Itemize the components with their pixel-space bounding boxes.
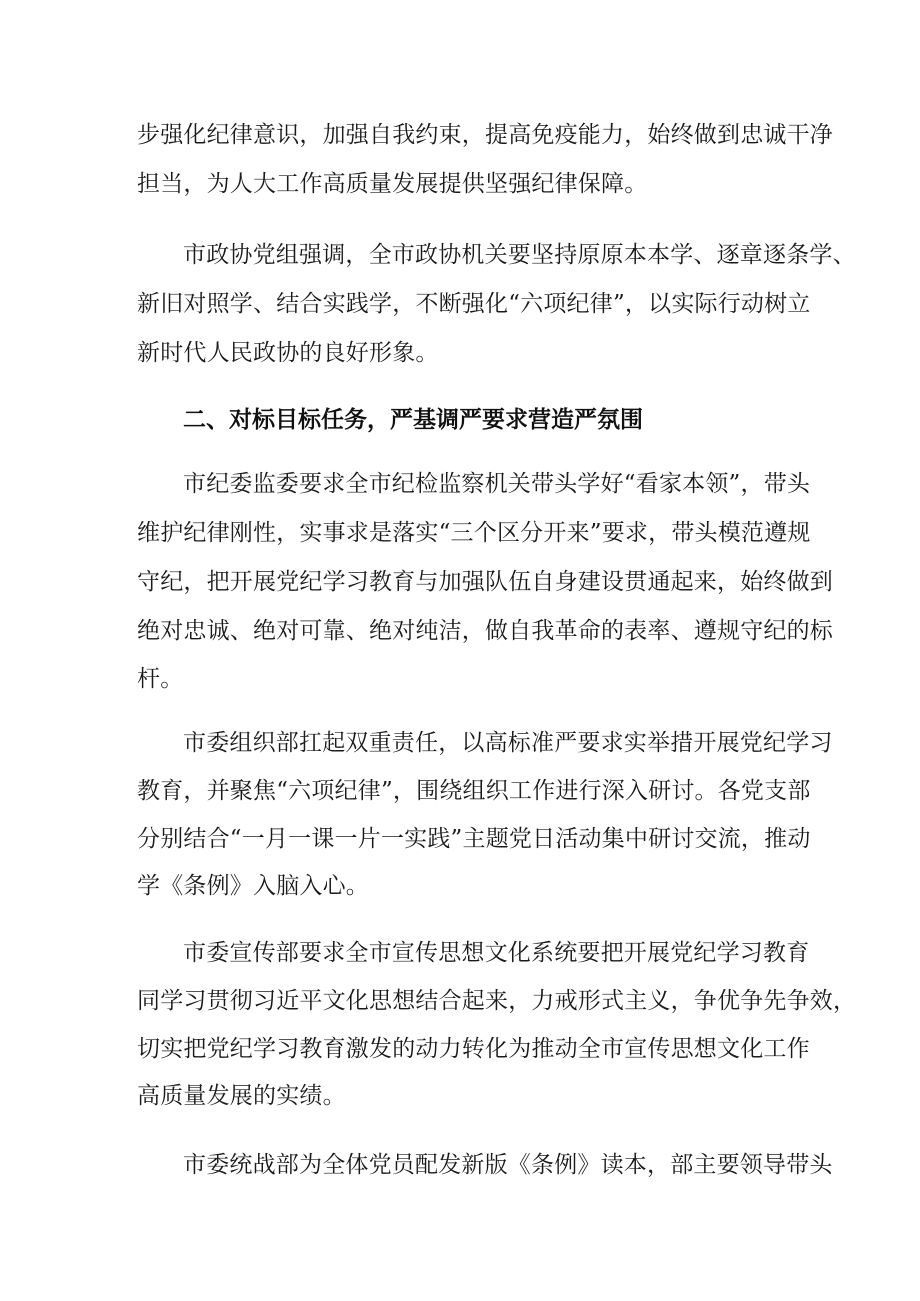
section-heading: 二、对标目标任务，严基调严要求营造严氛围 xyxy=(183,407,643,433)
paragraph-3-line-3: 守纪，把开展党纪学习教育与加强队伍自身建设贯通起来，始终做到 xyxy=(137,569,833,595)
paragraph-3-line-1: 市纪委监委要求全市纪检监察机关带头学好“看家本领”，带头 xyxy=(183,471,811,497)
paragraph-4-line-3: 分别结合“一月一课一片一实践”主题党日活动集中研讨交流，推动 xyxy=(137,826,811,852)
paragraph-5-line-1: 市委宣传部要求全市宣传思想文化系统要把开展党纪学习教育 xyxy=(183,940,810,966)
paragraph-1-line-1: 步强化纪律意识，加强自我约束，提高免疫能力，始终做到忠诚干净 xyxy=(137,122,833,148)
paragraph-4-line-4: 学《条例》入脑入心。 xyxy=(137,873,369,899)
paragraph-3-line-5: 杆。 xyxy=(137,666,184,692)
paragraph-2-line-3: 新时代人民政协的良好形象。 xyxy=(137,340,439,366)
paragraph-4-line-2: 教育，并聚焦“六项纪律”，围绕组织工作进行深入研讨。各党支部 xyxy=(137,778,811,804)
paragraph-2-line-1: 市政协党组强调，全市政协机关要坚持原原本本学、逐章逐条学、 xyxy=(183,242,856,268)
paragraph-5-line-4: 高质量发展的实绩。 xyxy=(137,1083,346,1109)
paragraph-5-line-3: 切实把党纪学习教育激发的动力转化为推动全市宣传思想文化工作 xyxy=(137,1036,810,1062)
paragraph-1-line-2: 担当，为人大工作高质量发展提供坚强纪律保障。 xyxy=(137,171,648,197)
paragraph-4-line-1: 市委组织部扛起双重责任，以高标准严要求实举措开展党纪学习 xyxy=(183,730,833,756)
paragraph-3-line-2: 维护纪律刚性，实事求是落实“三个区分开来”要求，带头模范遵规 xyxy=(137,520,811,546)
paragraph-2-line-2: 新旧对照学、结合实践学，不断强化“六项纪律”，以实际行动树立 xyxy=(137,291,811,317)
paragraph-3-line-4: 绝对忠诚、绝对可靠、绝对纯洁，做自我革命的表率、遵规守纪的标 xyxy=(137,618,833,644)
paragraph-6-line-1: 市委统战部为全体党员配发新版《条例》读本，部主要领导带头 xyxy=(183,1152,833,1178)
paragraph-5-line-2: 同学习贯彻习近平文化思想结合起来，力戒形式主义，争优争先争效， xyxy=(137,988,857,1014)
